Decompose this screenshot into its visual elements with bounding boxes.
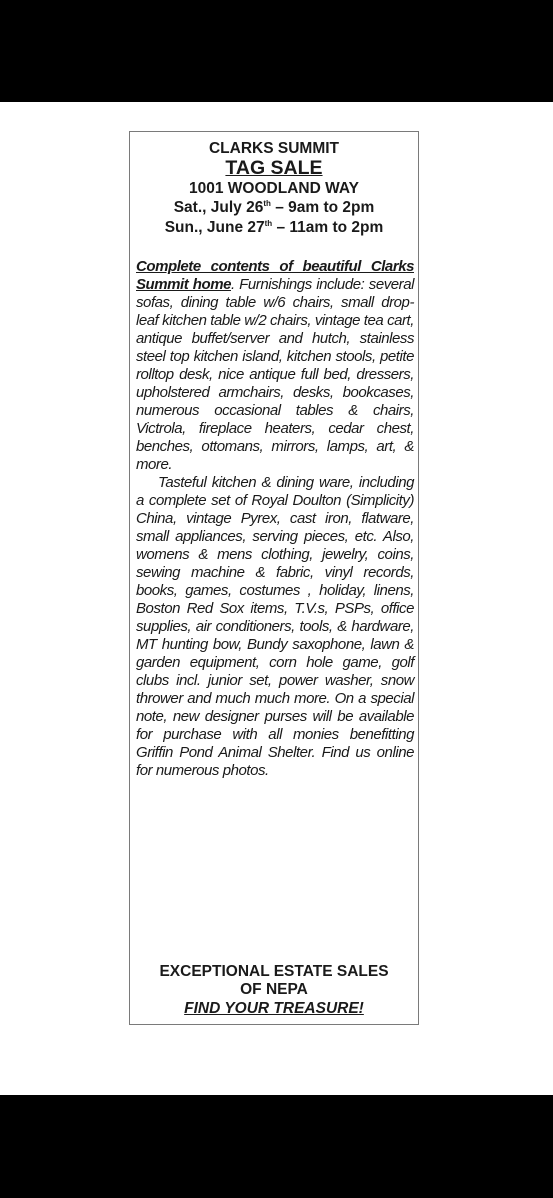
classified-ad — [129, 131, 419, 1025]
ad-header — [130, 140, 418, 238]
ad-date-1-suffix: th — [263, 199, 271, 208]
ad-date-2 — [130, 218, 418, 238]
ad-paragraph-2: Tasteful kitchen & dining ware, including a complete set of Royal Doulton (Simplicity) China, vintage Pyrex, cast iron, flatware, small appliances, serving pieces, etc. Also, womens & mens clothing, jewelry, coins, sewing machine & fabric, vinyl records, books, games, costumes , holiday, linens, Boston Red Sox items, T.V.s, PSPs, office supplies, air conditioners, tools, & hardware, MT hunting bow, Bundy saxophone, lawn & garden equipment, corn hole game, golf clubs incl. junior set, power washer, snow thrower and much much more. On a special note, new designer purses will be available for purchase with all monies benefitting Griffin Pond Animal Shelter. Find us online for numerous photos. — [136, 474, 414, 779]
ad-date-2-time: – 11am to 2pm — [272, 219, 384, 236]
company-line-1: EXCEPTIONAL ESTATE SALES — [159, 963, 389, 980]
ad-date-2-suffix: th — [264, 219, 273, 228]
ad-footer — [130, 962, 418, 1019]
ad-address: 1001 WOODLAND WAY — [189, 180, 359, 197]
company-line-2: OF NEPA — [240, 981, 308, 998]
ad-date-2-day: Sun., June 27 — [164, 219, 265, 236]
bottom-black-bar — [0, 1095, 553, 1198]
ad-date-1 — [130, 198, 418, 218]
tagline: FIND YOUR TREASURE! — [184, 1000, 364, 1017]
ad-paragraph-1 — [136, 258, 414, 474]
ad-lead: Complete contents of beautiful Clarks Summit home — [136, 258, 414, 293]
top-black-bar — [0, 0, 553, 102]
ad-body — [136, 258, 414, 780]
ad-date-1-time: – 9am to 2pm — [270, 199, 375, 216]
ad-date-1-day: Sat., July 26 — [173, 199, 264, 216]
ad-sale-type: TAG SALE — [225, 157, 323, 179]
ad-town: CLARKS SUMMIT — [208, 140, 340, 157]
ad-paragraph-1-text: . Furnishings include: several sofas, dining table w/6 chairs, small drop-leaf kitchen table w/2 chairs, vintage tea cart, antique buffet/server and hutch, stainless steel top kitchen island, kitchen stools, petite rolltop desk, nice antique full bed, dressers, upholstered armchairs, desks, bookcases, numerous occasional tables & chairs, Victrola, fireplace heaters, cedar chest, benches, ottomans, mirrors, lamps, art, & more. — [136, 276, 414, 473]
